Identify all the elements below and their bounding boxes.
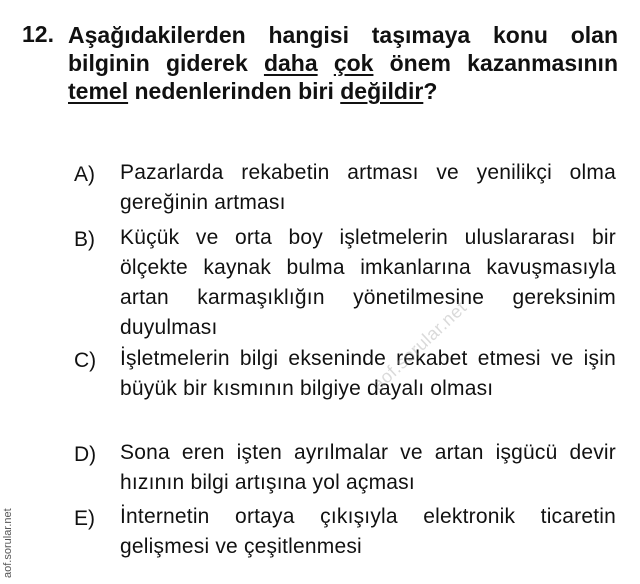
stem-emphasis: temel <box>68 78 129 104</box>
stem-part: ? <box>423 78 438 104</box>
option-text-e: İnternetin ortaya çıkışıyla elektronik ticaretin gelişmesi ve çeşitlenmesi <box>120 505 616 558</box>
option-letter-b: B) <box>74 228 95 251</box>
option-text-d: Sona eren işten ayrılmalar ve artan işgücü devir hızının bilgi artışına yol açması <box>120 441 616 494</box>
stem-part: Aşağıdakilerden hangisi taşımaya konu olan bilginin giderek <box>68 22 618 76</box>
stem-emphasis: çok <box>333 50 374 76</box>
question-number: 12. <box>22 21 54 47</box>
option-letter-a: A) <box>74 163 95 186</box>
option-text-a: Pazarlarda rekabetin artması ve yenilikçi olma gereğinin artması <box>120 161 616 214</box>
option-text-b: Küçük ve orta boy işletmelerin uluslararası bir ölçekte kaynak bulma imkanlarına kavuşmasıyla artan karmaşıklığın yönetilmesine gereksinim duyulması <box>120 226 616 339</box>
stem-emphasis: daha <box>263 50 318 76</box>
option-letter-c: C) <box>74 349 97 372</box>
question-stem <box>68 21 618 105</box>
stem-part: önem kazanmasının <box>373 50 618 76</box>
watermark-diagonal: aof.sorular.net <box>368 297 471 395</box>
option-text-c: İşletmelerin bilgi ekseninde rekabet etmesi ve işin büyük bir kısmının bilgiye dayalı olması <box>120 347 616 400</box>
option-letter-d: D) <box>74 443 97 466</box>
option-letter-e: E) <box>74 507 95 530</box>
stem-emphasis: değildir <box>340 78 424 104</box>
watermark-side: aof.sorular.net <box>2 508 14 578</box>
stem-part <box>318 50 334 76</box>
stem-part: nedenlerinden biri <box>128 78 341 104</box>
